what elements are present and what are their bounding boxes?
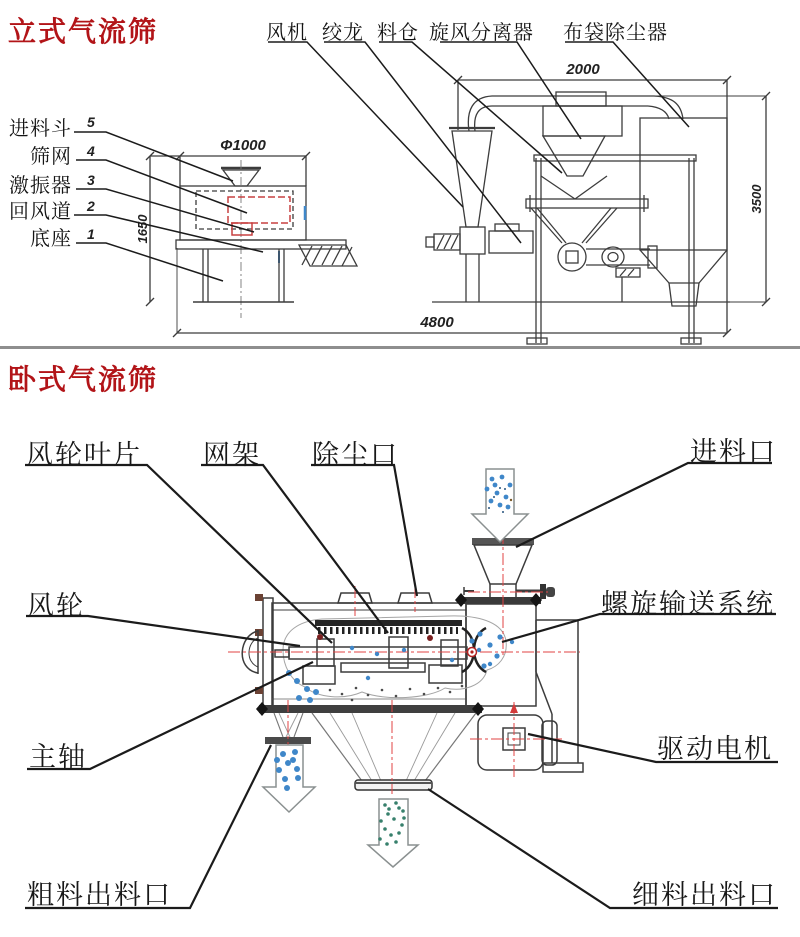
- label-fine-outlet: 细料出料口: [632, 880, 777, 910]
- label-fan-blades: 风轮叶片: [26, 440, 142, 470]
- dim-diameter: Φ1000: [220, 137, 266, 154]
- label-silo: 料仓: [377, 22, 419, 44]
- assembly-drawing: [173, 76, 770, 344]
- motor-up-arrow: [510, 703, 518, 713]
- label-auger: 绞龙: [322, 22, 364, 44]
- dim-right-height: 3500: [749, 184, 764, 214]
- label-coarse-outlet: 粗料出料口: [27, 880, 172, 910]
- label-drive-motor: 驱动电机: [657, 734, 773, 764]
- part-number-2: 2: [87, 198, 95, 214]
- label-dust-port: 除尘口: [312, 440, 399, 470]
- label-mesh-frame: 网架: [203, 440, 261, 470]
- dim-top-width: 2000: [566, 61, 600, 78]
- label-fan: 风机: [266, 22, 308, 44]
- part-number-4: 4: [87, 143, 95, 159]
- label-cyclone-separator: 旋风分离器: [429, 22, 534, 44]
- label-screw-conveyor: 螺旋输送系统: [601, 589, 775, 619]
- dim-left-height: 1650: [135, 214, 150, 244]
- label-vibrator: 激振器: [9, 175, 72, 197]
- label-bag-dust-collector: 布袋除尘器: [563, 22, 668, 44]
- part-number-5: 5: [87, 114, 95, 130]
- vertical-sieve-title: 立式气流筛: [8, 16, 159, 47]
- section-divider: [0, 346, 800, 349]
- vertical-sieve-drawing: [146, 152, 357, 318]
- fine-arrow: [368, 799, 418, 867]
- label-return-air-duct: 回风道: [9, 201, 72, 223]
- part-number-1: 1: [87, 226, 95, 242]
- coarse-arrow: [263, 745, 315, 812]
- label-screen-mesh: 筛网: [30, 146, 72, 168]
- horizontal-sieve-title: 卧式气流筛: [8, 364, 159, 395]
- label-main-shaft: 主轴: [29, 742, 87, 772]
- label-base: 底座: [30, 228, 72, 250]
- label-feed-hopper: 进料斗: [9, 118, 72, 140]
- label-fan-wheel: 风轮: [27, 591, 85, 621]
- label-feed-inlet: 进料口: [690, 437, 777, 467]
- part-number-3: 3: [87, 172, 95, 188]
- dim-bottom-width: 4800: [420, 314, 454, 331]
